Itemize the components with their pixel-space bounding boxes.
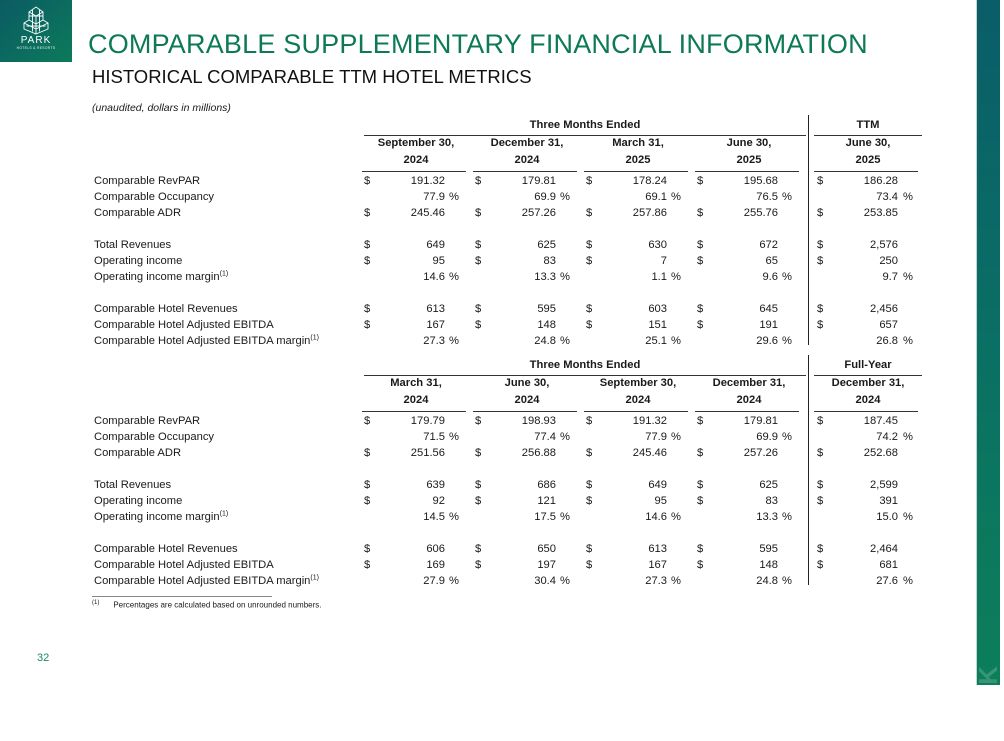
cell-value: 595 [537, 303, 556, 315]
cell-value: 151 [648, 319, 667, 331]
dollar-sign: $ [475, 559, 482, 571]
percent-sign: % [903, 511, 913, 523]
column-header-period: September 30, [599, 377, 677, 389]
footnote-reference: (1) [219, 510, 229, 518]
cell-value: 77.4 [534, 431, 556, 443]
cell-value: 613 [648, 543, 667, 555]
percent-sign: % [560, 511, 570, 523]
unaudited-note: (unaudited, dollars in millions) [92, 102, 231, 114]
dollar-sign: $ [475, 175, 482, 187]
cell-value: 672 [759, 239, 778, 251]
row-label-text: Comparable Hotel Adjusted EBITDA [94, 559, 274, 571]
dollar-sign: $ [586, 479, 593, 491]
cell-value: 613 [426, 303, 445, 315]
column-header-year: 2025 [625, 154, 651, 166]
cell-value: 255.76 [743, 207, 778, 219]
dollar-sign: $ [475, 543, 482, 555]
dollar-sign: $ [817, 239, 824, 251]
dollar-sign: $ [697, 255, 704, 267]
footnote [92, 600, 321, 610]
column-header-period: March 31, [390, 377, 442, 389]
cell-value: 625 [759, 479, 778, 491]
percent-sign: % [449, 431, 459, 443]
cell-value: 71.5 [423, 431, 445, 443]
cell-value: 14.5 [423, 511, 445, 523]
cell-value: 179.81 [743, 415, 778, 427]
dollar-sign: $ [817, 447, 824, 459]
cell-value: 27.9 [423, 575, 445, 587]
cell-value: 7 [660, 255, 667, 267]
dollar-sign: $ [586, 447, 593, 459]
cell-value: 686 [537, 479, 556, 491]
footnote-text: Percentages are calculated based on unrounded numbers. [113, 600, 322, 610]
column-header-period: December 31, [712, 377, 786, 389]
column-header-rule [695, 411, 799, 412]
cell-value: 9.7 [882, 271, 898, 283]
cell-value: 83 [765, 495, 778, 507]
cell-value: 606 [426, 543, 445, 555]
dollar-sign: $ [697, 495, 704, 507]
dollar-sign: $ [475, 495, 482, 507]
row-label [94, 319, 274, 331]
percent-sign: % [671, 191, 681, 203]
cell-value: 121 [537, 495, 556, 507]
row-label-text: Operating income [94, 255, 183, 267]
dollar-sign: $ [364, 447, 371, 459]
logo-tagline: HOTELS & RESORTS [16, 46, 56, 50]
cell-value: 186.28 [863, 175, 898, 187]
column-header-rule [695, 171, 799, 172]
cell-value: 148 [537, 319, 556, 331]
cell-value: 29.6 [756, 335, 778, 347]
cell-value: 167 [426, 319, 445, 331]
cell-value: 639 [426, 479, 445, 491]
cell-value: 603 [648, 303, 667, 315]
percent-sign: % [782, 431, 792, 443]
dollar-sign: $ [586, 543, 593, 555]
column-header-period: June 30, [726, 137, 772, 149]
dollar-sign: $ [586, 175, 593, 187]
cell-value: 2,599 [870, 479, 898, 491]
percent-sign: % [449, 511, 459, 523]
cell-value: 625 [537, 239, 556, 251]
percent-sign: % [903, 335, 913, 347]
cell-value: 24.8 [756, 575, 778, 587]
dollar-sign: $ [364, 175, 371, 187]
dollar-sign: $ [817, 479, 824, 491]
percent-sign: % [560, 271, 570, 283]
column-header-year: 2025 [736, 154, 762, 166]
cell-value: 77.9 [645, 431, 667, 443]
footnote-reference: (1) [219, 270, 229, 278]
row-label-text: Comparable Hotel Adjusted EBITDA [94, 319, 274, 331]
row-label [94, 175, 200, 187]
dollar-sign: $ [817, 207, 824, 219]
percent-sign: % [782, 511, 792, 523]
dollar-sign: $ [364, 239, 371, 251]
column-header-year: 2025 [855, 154, 881, 166]
row-label-text: Comparable Hotel Adjusted EBITDA margin [94, 335, 311, 347]
dollar-sign: $ [586, 239, 593, 251]
row-label-text: Operating income [94, 495, 183, 507]
percent-sign: % [671, 511, 681, 523]
cell-value: 245.46 [410, 207, 445, 219]
cell-value: 17.5 [534, 511, 556, 523]
cell-value: 2,456 [870, 303, 898, 315]
dollar-sign: $ [817, 495, 824, 507]
cell-value: 191.32 [410, 175, 445, 187]
table-row [92, 189, 922, 205]
row-label-text: Comparable RevPAR [94, 415, 201, 427]
row-label-text: Total Revenues [94, 479, 172, 491]
percent-sign: % [782, 191, 792, 203]
column-header-period: December 31, [490, 137, 564, 149]
cell-value: 83 [543, 255, 556, 267]
cell-value: 257.26 [521, 207, 556, 219]
percent-sign: % [560, 335, 570, 347]
cell-value: 14.6 [645, 511, 667, 523]
dollar-sign: $ [817, 543, 824, 555]
footnote-reference: (1) [310, 334, 319, 342]
cell-value: 26.8 [876, 335, 898, 347]
dollar-sign: $ [475, 415, 482, 427]
row-label [94, 559, 274, 571]
dollar-sign: $ [697, 447, 704, 459]
cell-value: 198.93 [521, 415, 556, 427]
cell-value: 645 [759, 303, 778, 315]
table-row [92, 317, 922, 333]
cell-value: 13.3 [534, 271, 556, 283]
cell-value: 191.32 [632, 415, 667, 427]
dollar-sign: $ [364, 495, 371, 507]
band-watermark: PARK [973, 665, 1003, 741]
dollar-sign: $ [475, 319, 482, 331]
cell-value: 657 [879, 319, 898, 331]
cell-value: 256.88 [521, 447, 556, 459]
cell-value: 649 [648, 479, 667, 491]
cell-value: 14.6 [423, 271, 445, 283]
cell-value: 681 [879, 559, 898, 571]
cell-value: 250 [879, 255, 898, 267]
tree-building-icon [21, 5, 51, 35]
percent-sign: % [671, 335, 681, 347]
table-row [92, 509, 922, 525]
dollar-sign: $ [475, 255, 482, 267]
dollar-sign: $ [586, 207, 593, 219]
cell-value: 179.81 [521, 175, 556, 187]
table-row [92, 493, 922, 509]
park-logo [0, 0, 72, 62]
cell-value: 650 [537, 543, 556, 555]
cell-value: 195.68 [743, 175, 778, 187]
cell-value: 251.56 [410, 447, 445, 459]
row-label-text: Comparable Hotel Revenues [94, 303, 238, 315]
cell-value: 178.24 [632, 175, 667, 187]
row-label-text: Comparable Hotel Adjusted EBITDA margin [94, 575, 311, 587]
dollar-sign: $ [697, 415, 704, 427]
row-label [94, 207, 181, 219]
cell-value: 257.26 [743, 447, 778, 459]
dollar-sign: $ [817, 415, 824, 427]
row-label-text: Comparable Occupancy [94, 431, 215, 443]
table-row [92, 333, 922, 349]
column-header-rule [584, 171, 688, 172]
dollar-sign: $ [697, 207, 704, 219]
dollar-sign: $ [817, 559, 824, 571]
dollar-sign: $ [364, 319, 371, 331]
row-label [94, 335, 319, 347]
logo-wordmark: PARK [20, 35, 52, 46]
footnote-marker: (1) [92, 600, 100, 606]
summary-header: TTM [856, 119, 880, 131]
cell-value: 92 [432, 495, 445, 507]
table-row [92, 301, 922, 317]
cell-value: 187.45 [863, 415, 898, 427]
row-label [94, 239, 171, 251]
table-row [92, 269, 922, 285]
dollar-sign: $ [697, 319, 704, 331]
row-label [94, 575, 319, 587]
dollar-sign: $ [697, 239, 704, 251]
cell-value: 73.4 [876, 191, 898, 203]
summary-header-rule [814, 375, 922, 376]
dollar-sign: $ [475, 447, 482, 459]
column-header-rule [362, 411, 466, 412]
dollar-sign: $ [817, 255, 824, 267]
table-row [92, 573, 922, 589]
percent-sign: % [782, 575, 792, 587]
side-band [973, 0, 1003, 741]
cell-value: 2,464 [870, 543, 898, 555]
dollar-sign: $ [586, 255, 593, 267]
row-label-text: Comparable RevPAR [94, 175, 201, 187]
summary-header-rule [814, 135, 922, 136]
row-label [94, 191, 214, 203]
row-label [94, 495, 182, 507]
percent-sign: % [449, 191, 459, 203]
cell-value: 197 [537, 559, 556, 571]
row-label [94, 255, 182, 267]
percent-sign: % [903, 431, 913, 443]
dollar-sign: $ [586, 495, 593, 507]
cell-value: 9.6 [762, 271, 778, 283]
percent-sign: % [782, 335, 792, 347]
cell-value: 69.1 [645, 191, 667, 203]
percent-sign: % [449, 271, 459, 283]
percent-sign: % [560, 191, 570, 203]
cell-value: 27.6 [876, 575, 898, 587]
cell-value: 630 [648, 239, 667, 251]
row-label-text: Comparable Occupancy [94, 191, 215, 203]
table-row [92, 541, 922, 557]
dollar-sign: $ [475, 239, 482, 251]
dollar-sign: $ [364, 303, 371, 315]
column-header-rule [473, 411, 577, 412]
cell-value: 69.9 [534, 191, 556, 203]
page-title: COMPARABLE SUPPLEMENTARY FINANCIAL INFORMATION [88, 29, 868, 59]
cell-value: 24.8 [534, 335, 556, 347]
cell-value: 27.3 [423, 335, 445, 347]
row-label [94, 431, 214, 443]
page-number: 32 [37, 652, 50, 664]
summary-header: Full-Year [844, 359, 892, 371]
table-row [92, 557, 922, 573]
percent-sign: % [903, 271, 913, 283]
row-label [94, 271, 228, 283]
row-label [94, 511, 228, 523]
column-header-year: 2024 [736, 394, 762, 406]
percent-sign: % [449, 335, 459, 347]
cell-value: 2,576 [870, 239, 898, 251]
row-label-text: Total Revenues [94, 239, 172, 251]
cell-value: 76.5 [756, 191, 778, 203]
dollar-sign: $ [364, 479, 371, 491]
dollar-sign: $ [586, 319, 593, 331]
column-header-period: June 30, [504, 377, 550, 389]
page-subtitle: HISTORICAL COMPARABLE TTM HOTEL METRICS [92, 66, 532, 87]
cell-value: 74.2 [876, 431, 898, 443]
row-label-text: Operating income margin [94, 511, 220, 523]
dollar-sign: $ [817, 175, 824, 187]
table-row [92, 413, 922, 429]
footnote-divider [92, 596, 272, 597]
row-label [94, 303, 238, 315]
column-header-period: June 30, [845, 137, 891, 149]
row-label-text: Comparable ADR [94, 207, 182, 219]
percent-sign: % [671, 575, 681, 587]
percent-sign: % [903, 191, 913, 203]
column-header-rule [473, 171, 577, 172]
column-header-year: 2024 [514, 154, 540, 166]
percent-sign: % [449, 575, 459, 587]
column-header-year: 2024 [625, 394, 651, 406]
column-header-period: December 31, [831, 377, 905, 389]
cell-value: 391 [879, 495, 898, 507]
dollar-sign: $ [697, 479, 704, 491]
column-header-year: 2024 [403, 154, 429, 166]
table-row [92, 173, 922, 189]
group-header: Three Months Ended [529, 359, 641, 371]
cell-value: 191 [759, 319, 778, 331]
dollar-sign: $ [364, 543, 371, 555]
row-label-text: Operating income margin [94, 271, 220, 283]
row-label-text: Comparable Hotel Revenues [94, 543, 238, 555]
row-label-text: Comparable ADR [94, 447, 182, 459]
column-header-period: March 31, [612, 137, 664, 149]
column-header-rule [814, 411, 918, 412]
cell-value: 30.4 [534, 575, 556, 587]
dollar-sign: $ [475, 303, 482, 315]
cell-value: 25.1 [645, 335, 667, 347]
cell-value: 13.3 [756, 511, 778, 523]
row-label [94, 415, 200, 427]
table-row [92, 429, 922, 445]
dollar-sign: $ [586, 415, 593, 427]
table-row [92, 205, 922, 221]
dollar-sign: $ [586, 559, 593, 571]
cell-value: 245.46 [632, 447, 667, 459]
percent-sign: % [671, 271, 681, 283]
column-header-year: 2024 [514, 394, 540, 406]
table-row [92, 477, 922, 493]
row-label [94, 447, 181, 459]
group-header-rule [364, 135, 806, 136]
dollar-sign: $ [364, 255, 371, 267]
dollar-sign: $ [586, 303, 593, 315]
cell-value: 169 [426, 559, 445, 571]
column-header-year: 2024 [855, 394, 881, 406]
dollar-sign: $ [364, 207, 371, 219]
cell-value: 595 [759, 543, 778, 555]
percent-sign: % [560, 431, 570, 443]
footnote-reference: (1) [310, 574, 319, 582]
cell-value: 77.9 [423, 191, 445, 203]
dollar-sign: $ [364, 415, 371, 427]
dollar-sign: $ [817, 319, 824, 331]
column-header-period: September 30, [377, 137, 455, 149]
row-label [94, 543, 238, 555]
row-label [94, 479, 171, 491]
dollar-sign: $ [697, 543, 704, 555]
dollar-sign: $ [475, 479, 482, 491]
dollar-sign: $ [364, 559, 371, 571]
table-row [92, 237, 922, 253]
cell-value: 69.9 [756, 431, 778, 443]
column-header-rule [584, 411, 688, 412]
dollar-sign: $ [697, 303, 704, 315]
percent-sign: % [782, 271, 792, 283]
cell-value: 95 [432, 255, 445, 267]
cell-value: 167 [648, 559, 667, 571]
column-header-year: 2024 [403, 394, 429, 406]
percent-sign: % [560, 575, 570, 587]
dollar-sign: $ [697, 175, 704, 187]
dollar-sign: $ [697, 559, 704, 571]
cell-value: 1.1 [651, 271, 667, 283]
group-header-rule [364, 375, 806, 376]
percent-sign: % [903, 575, 913, 587]
percent-sign: % [671, 431, 681, 443]
dollar-sign: $ [817, 303, 824, 315]
cell-value: 257.86 [632, 207, 667, 219]
dollar-sign: $ [475, 207, 482, 219]
cell-value: 253.85 [863, 207, 898, 219]
cell-value: 65 [765, 255, 778, 267]
column-header-rule [814, 171, 918, 172]
table-row [92, 445, 922, 461]
table-row [92, 253, 922, 269]
column-header-rule [362, 171, 466, 172]
cell-value: 252.68 [863, 447, 898, 459]
cell-value: 95 [654, 495, 667, 507]
cell-value: 179.79 [410, 415, 445, 427]
group-header: Three Months Ended [529, 119, 641, 131]
cell-value: 15.0 [876, 511, 898, 523]
cell-value: 148 [759, 559, 778, 571]
cell-value: 27.3 [645, 575, 667, 587]
cell-value: 649 [426, 239, 445, 251]
